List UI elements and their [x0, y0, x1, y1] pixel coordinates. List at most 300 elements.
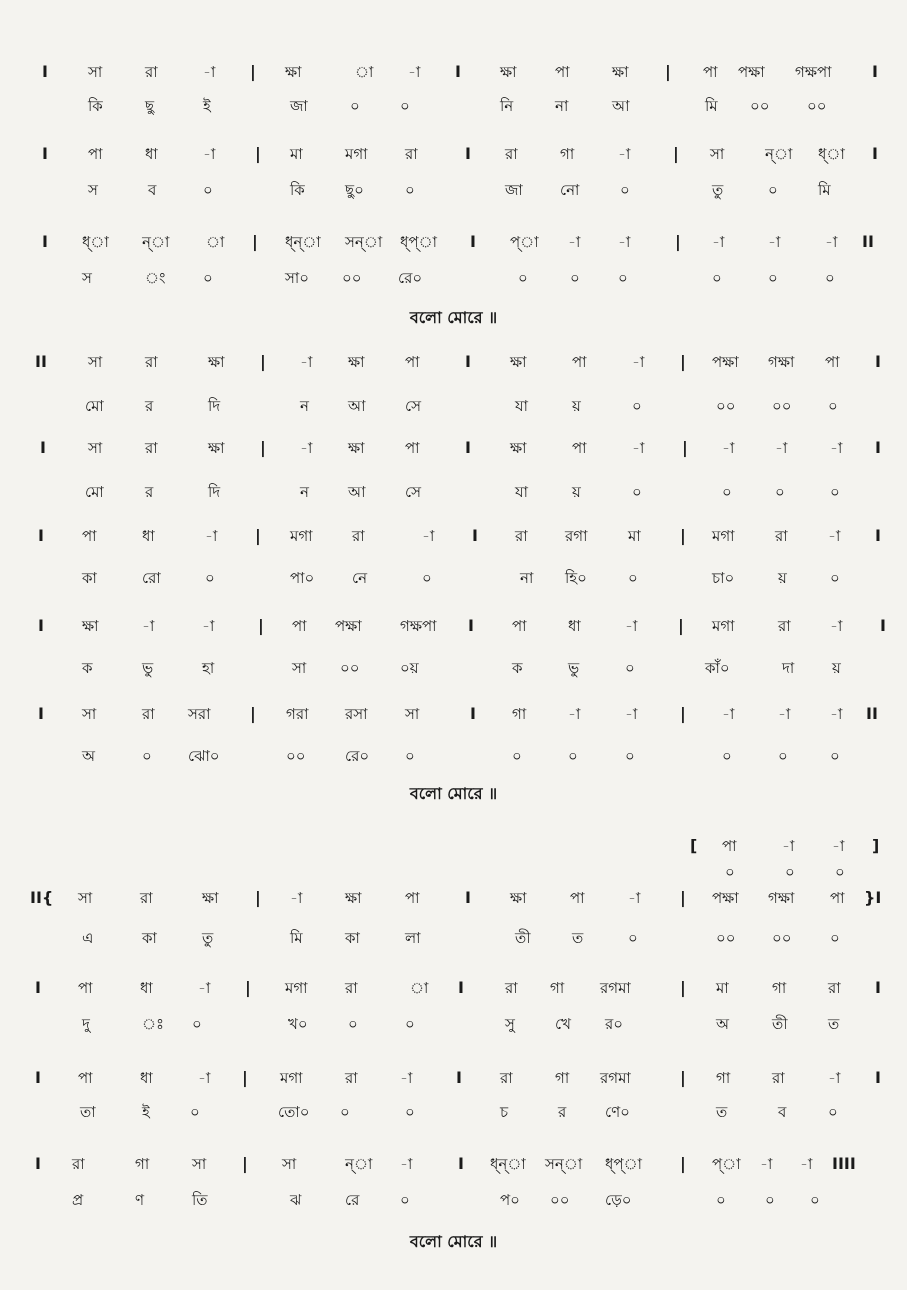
bar-mark: I — [872, 62, 878, 81]
lyric-syllable: ০ — [628, 929, 638, 947]
note: -া — [400, 1155, 413, 1173]
note: গা — [550, 979, 565, 997]
note: সরা — [188, 705, 211, 723]
note: পক্ষা — [335, 617, 362, 635]
note: ক্ষা — [510, 353, 527, 371]
lyric-syllable: আ — [348, 397, 366, 415]
note: -া — [618, 145, 631, 163]
note: ক্ষা — [285, 63, 302, 81]
bar-mark: | — [255, 888, 261, 907]
bar-mark: I — [875, 438, 881, 457]
note: ক্ষা — [612, 63, 629, 81]
bar-mark: | — [680, 978, 686, 997]
lyric-syllable: স — [82, 269, 92, 287]
lyric-syllable: হা — [202, 659, 215, 677]
bar-mark: I — [875, 352, 881, 371]
note: -া — [828, 527, 841, 545]
note: -া — [760, 1155, 773, 1173]
note: ক্ষা — [82, 617, 99, 635]
bar-mark: I — [472, 526, 478, 545]
lyric-syllable: ব — [148, 181, 157, 199]
bar-mark: I — [455, 62, 461, 81]
lyric-syllable: ০ — [628, 569, 638, 587]
lyric-syllable: ছু — [145, 97, 155, 115]
lyric-syllable: মি — [290, 929, 303, 947]
lyric-syllable: ন — [300, 397, 309, 415]
lyric-syllable: ০ — [785, 863, 795, 881]
note: গরা — [286, 705, 309, 723]
notes-row — [0, 436, 907, 460]
note: পা — [555, 63, 570, 81]
lyric-syllable: তু — [712, 181, 724, 199]
note: রা — [345, 1069, 358, 1087]
bar-mark: II — [862, 232, 874, 251]
lyric-syllable: পা০ — [290, 569, 315, 587]
note: -া — [775, 439, 788, 457]
lyric-syllable: ০ — [830, 483, 840, 501]
notes-row — [0, 976, 907, 1000]
lyric-syllable: য় — [572, 483, 581, 501]
note: গা — [716, 1069, 731, 1087]
note: ক্ষা — [348, 353, 365, 371]
lyric-syllable: এ — [82, 929, 94, 947]
notes-row — [0, 60, 907, 84]
bar-mark: | — [680, 526, 686, 545]
note: সা — [405, 705, 420, 723]
lyrics-row — [0, 926, 907, 950]
note: মগা — [712, 617, 735, 635]
bar-mark: | — [680, 1154, 686, 1173]
lyric-syllable: ০০ — [772, 397, 792, 415]
lyric-syllable: য় — [832, 659, 841, 677]
lyric-syllable: ০ — [192, 1015, 202, 1033]
lyric-syllable: ০ — [422, 569, 432, 587]
bar-mark: | — [260, 352, 266, 371]
lyric-syllable: রো — [142, 569, 161, 587]
lyric-syllable: র — [558, 1103, 567, 1121]
lyrics-row — [0, 178, 907, 202]
lyric-syllable: নো — [560, 181, 580, 199]
bar-mark: | — [255, 144, 261, 163]
lyric-syllable: ০০ — [716, 397, 736, 415]
lyric-syllable: ০ — [825, 269, 835, 287]
lyric-syllable: অ — [82, 747, 95, 765]
note: -া — [203, 145, 216, 163]
note: গা — [512, 705, 527, 723]
lyric-syllable: সে — [405, 397, 421, 415]
note: ক্ষা — [500, 63, 517, 81]
note: ক্ষা — [202, 889, 219, 907]
lyrics-row — [0, 1100, 907, 1124]
bar-mark: | — [682, 438, 688, 457]
lyric-syllable: ০ — [570, 269, 580, 287]
note: -া — [568, 705, 581, 723]
lyric-syllable: ০ — [142, 747, 152, 765]
note: রগা — [565, 527, 588, 545]
note: পা — [572, 353, 587, 371]
lyric-syllable: কা — [345, 929, 360, 947]
lyric-syllable: নে — [352, 569, 368, 587]
note: -া — [625, 705, 638, 723]
lyric-syllable: দি — [208, 397, 221, 415]
bracket-open: [ — [690, 836, 698, 855]
note: -া — [618, 233, 631, 251]
bar-mark: II{ — [30, 888, 54, 907]
bar-mark: | — [245, 978, 251, 997]
lyric-syllable: ছু০ — [345, 181, 364, 199]
lyric-syllable: চা০ — [712, 569, 735, 587]
lyric-syllable: খে — [555, 1015, 571, 1033]
lyric-syllable: অ — [716, 1015, 729, 1033]
note: -া — [198, 1069, 211, 1087]
bar-mark: I — [458, 1154, 464, 1173]
bar-mark: I — [38, 616, 44, 635]
note: -া — [830, 439, 843, 457]
note: ধা — [140, 1069, 153, 1087]
lyric-syllable: ০ — [775, 483, 785, 501]
note: পা — [703, 63, 718, 81]
note: পা — [82, 527, 97, 545]
lyric-syllable: ০ — [632, 483, 642, 501]
lyric-syllable: ০ — [405, 747, 415, 765]
note: রা — [500, 1069, 513, 1087]
lyric-syllable: না — [520, 569, 534, 587]
bar-mark: | — [675, 232, 681, 251]
note: -া — [722, 439, 735, 457]
lyric-syllable: র — [145, 397, 154, 415]
bar-mark: I — [40, 438, 46, 457]
lyric-syllable: ০ — [830, 569, 840, 587]
note: -া — [408, 63, 421, 81]
lyric-syllable: কি — [88, 97, 103, 115]
note: মগা — [290, 527, 313, 545]
note: ক্ষা — [208, 439, 225, 457]
lyric-syllable: সা০ — [285, 269, 310, 287]
lyric-syllable: ভু — [568, 659, 580, 677]
lyric-syllable: ত — [828, 1015, 840, 1033]
note: ধ্‌া — [818, 145, 845, 163]
lyric-syllable: ০০ — [772, 929, 792, 947]
note: -া — [778, 705, 791, 723]
note: পা — [405, 353, 420, 371]
lyric-syllable: সা — [292, 659, 307, 677]
notes-row — [0, 702, 907, 726]
lyrics-row — [0, 394, 907, 418]
note: পক্ষা — [738, 63, 765, 81]
bar-mark: | — [680, 1068, 686, 1087]
lyric-syllable: তু — [202, 929, 214, 947]
notes-row — [0, 524, 907, 548]
notes-row — [0, 142, 907, 166]
note: পা — [88, 145, 103, 163]
lyric-syllable: ০ — [830, 747, 840, 765]
note: ন্‌া — [142, 233, 170, 251]
note: রা — [352, 527, 365, 545]
lyric-syllable: র — [145, 483, 154, 501]
note: -া — [830, 617, 843, 635]
note: রা — [772, 1069, 785, 1087]
bar-mark: IIII — [832, 1154, 856, 1173]
note: মা — [716, 979, 729, 997]
lyric-syllable: লা — [405, 929, 421, 947]
lyric-syllable: সে — [405, 483, 421, 501]
note: ধ্‌া — [82, 233, 109, 251]
note: মা — [628, 527, 641, 545]
lyric-syllable: রে — [345, 1191, 360, 1209]
lyric-syllable: আ — [612, 97, 630, 115]
note: সা — [78, 889, 93, 907]
lyric-syllable: ০য় — [400, 659, 419, 677]
lyric-syllable: কা — [142, 929, 157, 947]
bar-mark: I — [458, 978, 464, 997]
lyric-syllable: ০ — [203, 269, 213, 287]
bar-mark: | — [258, 616, 264, 635]
note: রগমা — [600, 1069, 631, 1087]
lyric-syllable: যা — [515, 483, 528, 501]
lyric-syllable: ত — [572, 929, 584, 947]
bar-mark: I — [880, 616, 886, 635]
note: সা — [192, 1155, 207, 1173]
lyric-syllable: প০ — [500, 1191, 520, 1209]
lyric-syllable: ঝো০ — [188, 747, 220, 765]
lyric-syllable: ব — [778, 1103, 787, 1121]
lyric-syllable: ০ — [405, 1015, 415, 1033]
lyric-syllable: তী — [515, 929, 531, 947]
lyric-syllable: জা — [505, 181, 523, 199]
note: -া — [142, 617, 155, 635]
lyric-syllable: য় — [778, 569, 787, 587]
lyric-syllable: নি — [500, 97, 514, 115]
lyric-syllable: স — [88, 181, 98, 199]
lyric-syllable: ০ — [712, 269, 722, 287]
lyric-syllable: ০ — [722, 747, 732, 765]
lyric-syllable: কা — [82, 569, 97, 587]
note: রা — [345, 979, 358, 997]
note: -া — [300, 353, 313, 371]
bar-mark: I — [465, 144, 471, 163]
lyric-syllable: ই — [142, 1103, 150, 1121]
lyric-syllable: ০০ — [807, 97, 827, 115]
refrain-label: বলো মোরে ॥ — [409, 784, 498, 803]
bar-mark: | — [252, 232, 258, 251]
note: পা — [825, 353, 840, 371]
lyric-syllable: দা — [782, 659, 795, 677]
lyric-syllable: ০ — [340, 1103, 350, 1121]
bar-mark: | — [242, 1068, 248, 1087]
bar-mark: I — [465, 438, 471, 457]
lyric-syllable: ০ — [765, 1191, 775, 1209]
note: সা — [710, 145, 725, 163]
lyric-syllable: মি — [705, 97, 718, 115]
bar-mark: I — [465, 352, 471, 371]
lyric-syllable: ০ — [405, 1103, 415, 1121]
bar-mark: | — [680, 352, 686, 371]
note: গা — [135, 1155, 150, 1173]
note: -া — [632, 439, 645, 457]
lyric-syllable: ০ — [722, 483, 732, 501]
notes-row — [0, 886, 907, 910]
bar-mark: | — [250, 62, 256, 81]
bar-mark: | — [678, 616, 684, 635]
lyric-syllable: হি০ — [565, 569, 587, 587]
lyric-syllable: ০ — [512, 747, 522, 765]
lyric-syllable: ০ — [778, 747, 788, 765]
note: া — [355, 63, 374, 81]
lyrics-row — [0, 656, 907, 680]
lyrics-row — [0, 744, 907, 768]
lyric-syllable: ০ — [810, 1191, 820, 1209]
note: রা — [140, 889, 153, 907]
lyric-syllable: রে০ — [398, 269, 423, 287]
lyric-syllable: তী — [772, 1015, 788, 1033]
note: রা — [505, 979, 518, 997]
note: া — [410, 979, 429, 997]
note: ক্ষা — [510, 889, 527, 907]
lyric-syllable: ০ — [568, 747, 578, 765]
lyric-syllable: তি — [192, 1191, 208, 1209]
note: রা — [142, 705, 155, 723]
bar-mark: I — [470, 232, 476, 251]
bar-mark: I — [35, 1068, 41, 1087]
lyric-syllable: ০ — [400, 1191, 410, 1209]
bar-mark: I — [42, 62, 48, 81]
note: মগা — [285, 979, 308, 997]
lyric-syllable: না — [555, 97, 569, 115]
note: -া — [202, 617, 215, 635]
note: -া — [625, 617, 638, 635]
note: -া — [632, 353, 645, 371]
lyric-syllable: প্র — [72, 1191, 84, 1209]
note: মা — [290, 145, 303, 163]
bar-mark: I — [465, 888, 471, 907]
note: -া — [205, 527, 218, 545]
bar-mark: | — [680, 888, 686, 907]
note: ক্ষা — [348, 439, 365, 457]
note: -া — [198, 979, 211, 997]
lyric-syllable: মো — [85, 397, 104, 415]
note: -া — [782, 837, 795, 855]
note: রা — [145, 353, 158, 371]
lyric-syllable: ০ — [828, 1103, 838, 1121]
note: রগমা — [600, 979, 631, 997]
note: ধা — [140, 979, 153, 997]
note: -া — [825, 233, 838, 251]
lyric-syllable: ০ — [203, 181, 213, 199]
lyric-syllable: ভু — [142, 659, 154, 677]
note: সা — [88, 63, 103, 81]
bar-mark: I — [42, 144, 48, 163]
note: ক্ষা — [345, 889, 362, 907]
bar-mark: }I — [864, 888, 882, 907]
lyric-syllable: ০ — [725, 863, 735, 881]
lyric-syllable: ০ — [835, 863, 845, 881]
lyric-syllable: ০ — [350, 97, 360, 115]
notes-row — [0, 614, 907, 638]
lyrics-row — [0, 480, 907, 504]
note: সা — [88, 353, 103, 371]
note: পা — [572, 439, 587, 457]
lyric-syllable: তা — [80, 1103, 96, 1121]
note: রা — [775, 527, 788, 545]
bracket-close: ] — [872, 836, 880, 855]
lyric-syllable: ০ — [620, 181, 630, 199]
note: -া — [832, 837, 845, 855]
bar-mark: I — [875, 526, 881, 545]
lyric-syllable: ০ — [768, 181, 778, 199]
note: ধ্‌ন্‌া — [490, 1155, 526, 1173]
lyric-syllable: ০ — [190, 1103, 200, 1121]
lyric-syllable: ০ — [405, 181, 415, 199]
bar-mark: I — [456, 1068, 462, 1087]
note: ধা — [142, 527, 155, 545]
lyric-syllable: ০ — [205, 569, 215, 587]
note: পা — [570, 889, 585, 907]
lyric-syllable: ই — [203, 97, 211, 115]
refrain-label: বলো মোরে ॥ — [409, 1232, 498, 1251]
bracket-notes-row — [0, 834, 907, 858]
lyric-syllable: কাঁ০ — [705, 659, 730, 677]
note: -া — [290, 889, 303, 907]
lyrics-row — [0, 94, 907, 118]
note: সা — [88, 439, 103, 457]
lyric-syllable: আ — [348, 483, 366, 501]
lyrics-row — [0, 566, 907, 590]
lyric-syllable: ড়ে০ — [605, 1191, 632, 1209]
note: পা — [722, 837, 737, 855]
note: া — [206, 233, 225, 251]
bar-mark: I — [470, 704, 476, 723]
notes-row — [0, 1152, 907, 1176]
bar-mark: I — [468, 616, 474, 635]
bar-mark: I — [872, 144, 878, 163]
note: প্‌া — [712, 1155, 741, 1173]
note: ক্ষা — [510, 439, 527, 457]
note: -া — [422, 527, 435, 545]
note: -া — [568, 233, 581, 251]
note: ধ্‌ন্‌া — [285, 233, 321, 251]
note: প্‌া — [510, 233, 539, 251]
lyric-syllable: ০০ — [340, 659, 360, 677]
note: ক্ষা — [208, 353, 225, 371]
lyric-syllable: ০ — [716, 1191, 726, 1209]
bar-mark: | — [260, 438, 266, 457]
note: মগা — [280, 1069, 303, 1087]
note: পা — [405, 889, 420, 907]
note: পক্ষা — [712, 889, 739, 907]
note: রা — [828, 979, 841, 997]
note: ধা — [145, 145, 158, 163]
note: -া — [400, 1069, 413, 1087]
note: রা — [515, 527, 528, 545]
lyric-syllable: ০ — [632, 397, 642, 415]
lyric-syllable: চ — [500, 1103, 509, 1121]
note: পা — [405, 439, 420, 457]
bracket-lyrics-row — [0, 860, 907, 884]
note: গক্ষা — [768, 353, 795, 371]
lyric-syllable: ০০ — [342, 269, 362, 287]
lyric-syllable: ক — [82, 659, 93, 677]
note: -া — [800, 1155, 813, 1173]
lyric-syllable: ০০ — [286, 747, 306, 765]
note: মগা — [712, 527, 735, 545]
bar-mark: I — [875, 1068, 881, 1087]
note: পা — [830, 889, 845, 907]
lyric-syllable: ০ — [830, 929, 840, 947]
bar-mark: | — [250, 704, 256, 723]
lyric-syllable: ত — [716, 1103, 728, 1121]
lyric-syllable: ০ — [828, 397, 838, 415]
note: সা — [282, 1155, 297, 1173]
